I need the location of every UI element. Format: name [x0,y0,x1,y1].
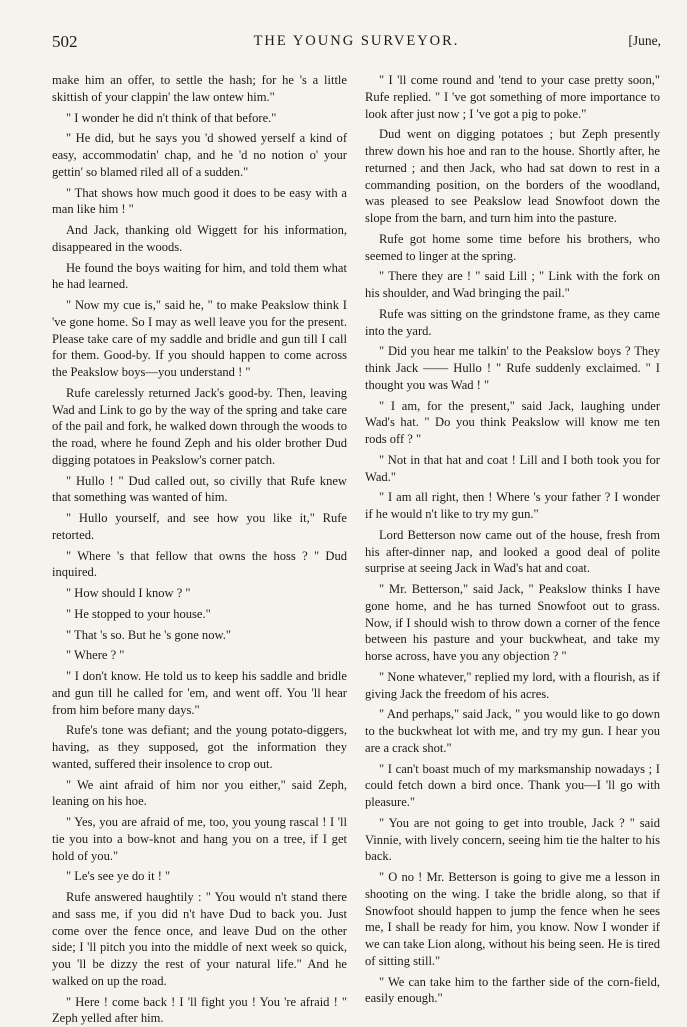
right-column [365,72,660,1027]
paragraph: " That shows how much good it does to be easy with a man like him ! " [52,185,347,219]
paragraph: Rufe's tone was defiant; and the young potato-diggers, having, as they supposed, got the information they wanted, suffered their insolence to crop out. [52,722,347,772]
paragraph: Rufe answered haughtily : " You would n't stand there and sass me, if you did n't have Dud to back you. Just come over the fence once, and leave Dud on the other side; I 'll pitch you into the middle of next week so quick, you 'll be dizzy the rest of your natural life." And he walked on up the road. [52,889,347,990]
paragraph: " Where ? " [52,647,347,664]
paragraph: " Yes, you are afraid of me, too, you young rascal ! I 'll tie you into a bow-knot and hang you on a tree, if I get hold of you." [52,814,347,864]
paragraph: " I am all right, then ! Where 's your father ? I wonder if he would n't like to try my gun." [365,489,660,523]
paragraph: " There they are ! " said Lill ; " Link with the fork on his shoulder, and Wad bringing the pail." [365,268,660,302]
paragraph: " None whatever," replied my lord, with a flourish, as if giving Jack the freedom of his acres. [365,669,660,703]
page-number: 502 [52,32,78,52]
paragraph: Rufe got home some time before his brothers, who seemed to linger at the spring. [365,231,660,265]
paragraph: Rufe was sitting on the grindstone frame, as they came into the yard. [365,306,660,340]
paragraph: " He stopped to your house." [52,606,347,623]
paragraph: " I can't boast much of my marksmanship nowadays ; I could fetch down a bird once. Thank you—I 'll go with pleasure." [365,761,660,811]
paragraph: " I am, for the present," said Jack, laughing under Wad's hat. " Do you think Peakslow will know me ten rods off ? " [365,398,660,448]
text-columns [52,72,661,1027]
paragraph: " Hullo ! " Dud called out, so civilly that Rufe knew that something was wanted of him. [52,473,347,507]
paragraph: " Now my cue is," said he, " to make Peakslow think I 've gone home. So I may as well leave you for the present. Please take care of my saddle and bridle and gun till I call for them. Good-by. If you should happen to come across the Peakslow boys—you understand ! " [52,297,347,381]
paragraph: He found the boys waiting for him, and told them what he had learned. [52,260,347,294]
paragraph: " Mr. Betterson," said Jack, " Peakslow thinks I have gone home, and he has turned Snowfoot out to grass. Now, if I should wish to throw down a corner of the fence between his pasture and your buckwheat, and take my horse across, have you any objection ? " [365,581,660,665]
paragraph: " Hullo yourself, and see how you like it," Rufe retorted. [52,510,347,544]
paragraph: make him an offer, to settle the hash; for he 's a little skittish of your clappin' the law ontew him." [52,72,347,106]
left-column [52,72,347,1027]
paragraph: " Did you hear me talkin' to the Peakslow boys ? They think Jack —— Hullo ! " Rufe suddenly exclaimed. " I thought you was Wad ! " [365,343,660,393]
paragraph: " How should I know ? " [52,585,347,602]
running-month: [June, [628,33,661,49]
paragraph: And Jack, thanking old Wiggett for his information, disappeared in the woods. [52,222,347,256]
paragraph: " We aint afraid of him nor you either," said Zeph, leaning on his hoe. [52,777,347,811]
paragraph: " Here ! come back ! I 'll fight you ! You 're afraid ! " Zeph yelled after him. [52,994,347,1027]
paragraph: " Le's see ye do it ! " [52,868,347,885]
paragraph: " I don't know. He told us to keep his saddle and bridle and gun till he called for 'em, and went off. You 'll hear from him before many days." [52,668,347,718]
paragraph: Dud went on digging potatoes ; but Zeph presently threw down his hoe and ran to the house. Shortly after, he returned ; and then Jack, who had sat down to rest in a commanding position, on the borders of the woodland, was pleased to see Peakslow lead Snowfoot down the slope from the barn, and turn him into the pasture. [365,126,660,227]
running-title: THE YOUNG SURVEYOR. [52,33,661,50]
paragraph: " Where 's that fellow that owns the hoss ? " Dud inquired. [52,548,347,582]
paragraph: " O no ! Mr. Betterson is going to give me a lesson in shooting on the wing. I take the bridle along, so that if Snowfoot should happen to jump the fence when he sees me, I shall be ready for him, you know. Now I wonder if we can take Lion along, without his being seen. He is tired of sitting still." [365,869,660,970]
paragraph: " Not in that hat and coat ! Lill and I both took you for Wad." [365,452,660,486]
paragraph: " You are not going to get into trouble, Jack ? " said Vinnie, with lively concern, seeing him tie the halter to his back. [365,815,660,865]
paragraph: " I 'll come round and 'tend to your case pretty soon," Rufe replied. " I 've got something of more importance to look after just now ; I 've got a pig to poke." [365,72,660,122]
paragraph: " I wonder he did n't think of that before." [52,110,347,127]
paragraph: " He did, but he says you 'd showed yerself a kind of easy, accommodatin' chap, and he 'd no notion o' your gettin' so blamed riled all of a sudden." [52,130,347,180]
paragraph: Rufe carelessly returned Jack's good-by. Then, leaving Wad and Link to go by the way of the spring and take care of the pail and fork, he walked down through the woods to the road, where he found Zeph and his older brother Dud digging potatoes in Peakslow's corner patch. [52,385,347,469]
running-head [52,32,661,54]
paragraph: " We can take him to the farther side of the corn-field, easily enough." [365,974,660,1008]
paragraph: " That 's so. But he 's gone now." [52,627,347,644]
paragraph: Lord Betterson now came out of the house, fresh from his after-dinner nap, and looked a good deal of polite surprise at seeing Jack in Wad's hat and coat. [365,527,660,577]
paragraph: " And perhaps," said Jack, " you would like to go down to the buckwheat lot with me, and try my gun. I hear you are a crack shot." [365,706,660,756]
